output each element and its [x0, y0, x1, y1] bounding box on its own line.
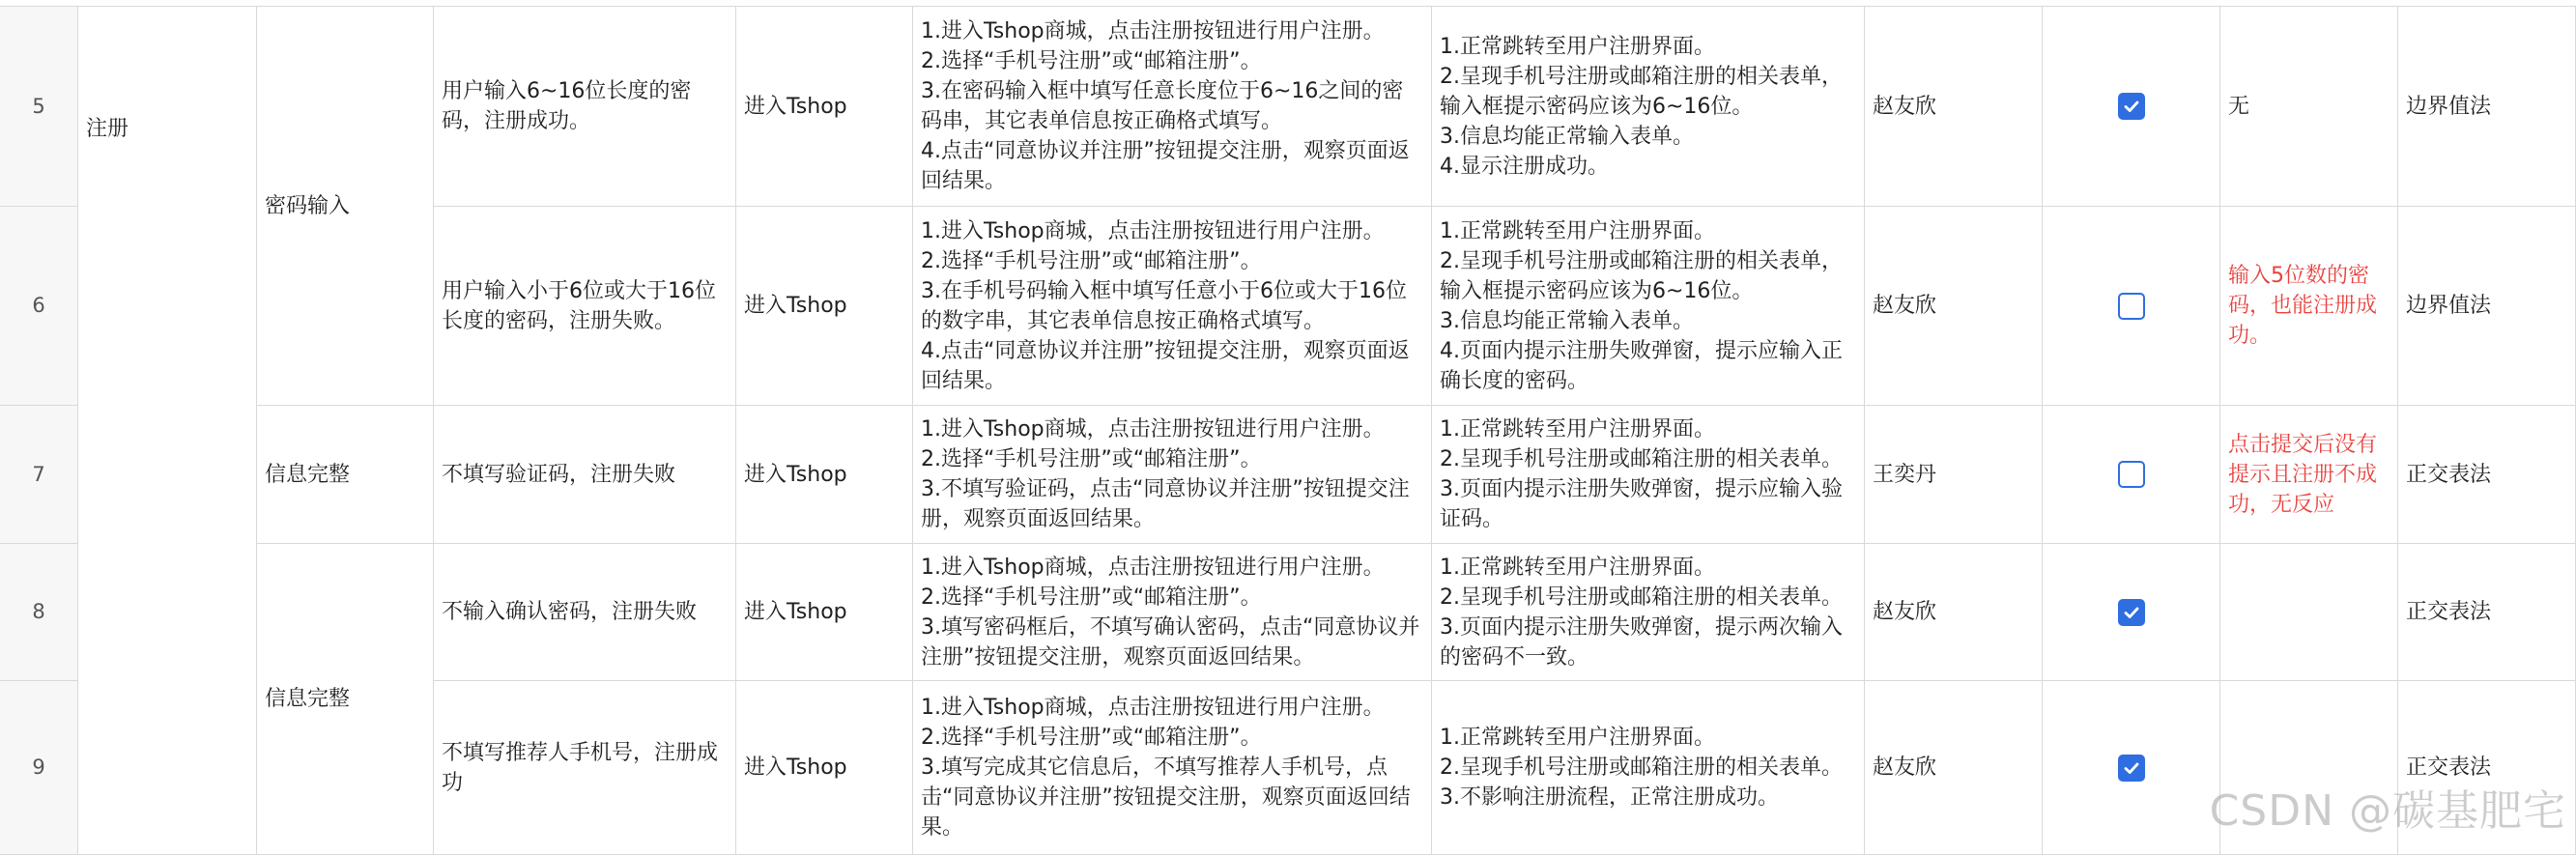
steps-cell[interactable]: 1.进入Tshop商城，点击注册按钮进行用户注册。 2.选择“手机号注册”或“邮箱注册”。 3.填写完成其它信息后，不填写推荐人手机号，点击“同意协议并注册”按钮提交注册，观察页面返回结果。 [913, 681, 1432, 855]
expected-cell[interactable]: 1.正常跳转至用户注册界面。 2.呈现手机号注册或邮箱注册的相关表单。 3.页面内提示注册失败弹窗，提示应输入验证码。 [1432, 406, 1865, 544]
group-cell-password[interactable]: 密码输入 [257, 7, 434, 406]
tester-cell[interactable]: 赵友欣 [1865, 207, 2043, 406]
method-cell[interactable]: 边界值法 [2398, 7, 2576, 207]
pass-checkbox[interactable] [2118, 755, 2145, 782]
issue-cell[interactable] [2220, 544, 2398, 681]
row-number[interactable]: 7 [0, 406, 78, 544]
pass-checkbox[interactable] [2118, 461, 2145, 488]
tester-cell[interactable]: 赵友欣 [1865, 544, 2043, 681]
case-cell[interactable]: 不输入确认密码，注册失败 [434, 544, 736, 681]
method-cell[interactable]: 正交表法 [2398, 544, 2576, 681]
check-icon [2122, 97, 2141, 116]
precondition-cell[interactable]: 进入Tshop [736, 7, 913, 207]
precondition-cell[interactable]: 进入Tshop [736, 681, 913, 855]
tester-cell[interactable]: 赵友欣 [1865, 681, 2043, 855]
row-number[interactable]: 9 [0, 681, 78, 855]
group-cell-info[interactable]: 信息完整 [257, 544, 434, 855]
steps-cell[interactable]: 1.进入Tshop商城，点击注册按钮进行用户注册。 2.选择“手机号注册”或“邮箱注册”。 3.不填写验证码，点击“同意协议并注册”按钮提交注册，观察页面返回结果。 [913, 406, 1432, 544]
expected-cell[interactable]: 1.正常跳转至用户注册界面。 2.呈现手机号注册或邮箱注册的相关表单，输入框提示密码应该为6~16位。 3.信息均能正常输入表单。 4.页面内提示注册失败弹窗，提示应输入正确长度的密码。 [1432, 207, 1865, 406]
watermark: CSDN @碳基肥宅 [2209, 786, 2566, 836]
checkbox-cell [2043, 7, 2220, 207]
checkbox-cell [2043, 406, 2220, 544]
check-icon [2122, 758, 2141, 778]
pass-checkbox[interactable] [2118, 293, 2145, 320]
precondition-cell[interactable]: 进入Tshop [736, 544, 913, 681]
expected-cell[interactable]: 1.正常跳转至用户注册界面。 2.呈现手机号注册或邮箱注册的相关表单。 3.不影响注册流程，正常注册成功。 [1432, 681, 1865, 855]
issue-cell[interactable]: 无 [2220, 7, 2398, 207]
method-cell[interactable]: 正交表法 [2398, 406, 2576, 544]
issue-cell[interactable]: 点击提交后没有提示且注册不成功，无反应 [2220, 406, 2398, 544]
method-cell[interactable]: 边界值法 [2398, 207, 2576, 406]
tester-cell[interactable]: 王奕丹 [1865, 406, 2043, 544]
checkbox-cell [2043, 544, 2220, 681]
row-number[interactable]: 8 [0, 544, 78, 681]
group-cell-info[interactable]: 信息完整 [257, 406, 434, 544]
row-number[interactable]: 5 [0, 7, 78, 207]
expected-cell[interactable]: 1.正常跳转至用户注册界面。 2.呈现手机号注册或邮箱注册的相关表单。 3.页面内提示注册失败弹窗，提示两次输入的密码不一致。 [1432, 544, 1865, 681]
pass-checkbox[interactable] [2118, 599, 2145, 626]
case-cell[interactable]: 用户输入小于6位或大于16位长度的密码，注册失败。 [434, 207, 736, 406]
case-cell[interactable]: 不填写验证码，注册失败 [434, 406, 736, 544]
module-cell[interactable]: 注册 [78, 7, 257, 855]
steps-cell[interactable]: 1.进入Tshop商城，点击注册按钮进行用户注册。 2.选择“手机号注册”或“邮箱注册”。 3.在密码输入框中填写任意长度位于6~16之间的密码串，其它表单信息按正确格式填写。 4.点击“同意协议并注册”按钮提交注册，观察页面返回结果。 [913, 7, 1432, 207]
precondition-cell[interactable]: 进入Tshop [736, 406, 913, 544]
issue-cell[interactable]: 输入5位数的密码，也能注册成功。 [2220, 207, 2398, 406]
header-divider [0, 0, 2576, 7]
checkbox-cell [2043, 207, 2220, 406]
case-cell[interactable]: 不填写推荐人手机号，注册成功 [434, 681, 736, 855]
row-number[interactable]: 6 [0, 207, 78, 406]
steps-cell[interactable]: 1.进入Tshop商城，点击注册按钮进行用户注册。 2.选择“手机号注册”或“邮箱注册”。 3.在手机号码输入框中填写任意小于6位或大于16位的数字串，其它表单信息按正确格式填写。 4.点击“同意协议并注册”按钮提交注册，观察页面返回结果。 [913, 207, 1432, 406]
precondition-cell[interactable]: 进入Tshop [736, 207, 913, 406]
check-icon [2122, 603, 2141, 622]
method-cell[interactable]: 正交表法 [2398, 681, 2576, 855]
tester-cell[interactable]: 赵友欣 [1865, 7, 2043, 207]
pass-checkbox[interactable] [2118, 93, 2145, 120]
case-cell[interactable]: 用户输入6~16位长度的密码，注册成功。 [434, 7, 736, 207]
checkbox-cell [2043, 681, 2220, 855]
steps-cell[interactable]: 1.进入Tshop商城，点击注册按钮进行用户注册。 2.选择“手机号注册”或“邮箱注册”。 3.填写密码框后，不填写确认密码，点击“同意协议并注册”按钮提交注册，观察页面返回结果。 [913, 544, 1432, 681]
expected-cell[interactable]: 1.正常跳转至用户注册界面。 2.呈现手机号注册或邮箱注册的相关表单，输入框提示密码应该为6~16位。 3.信息均能正常输入表单。 4.显示注册成功。 [1432, 7, 1865, 207]
